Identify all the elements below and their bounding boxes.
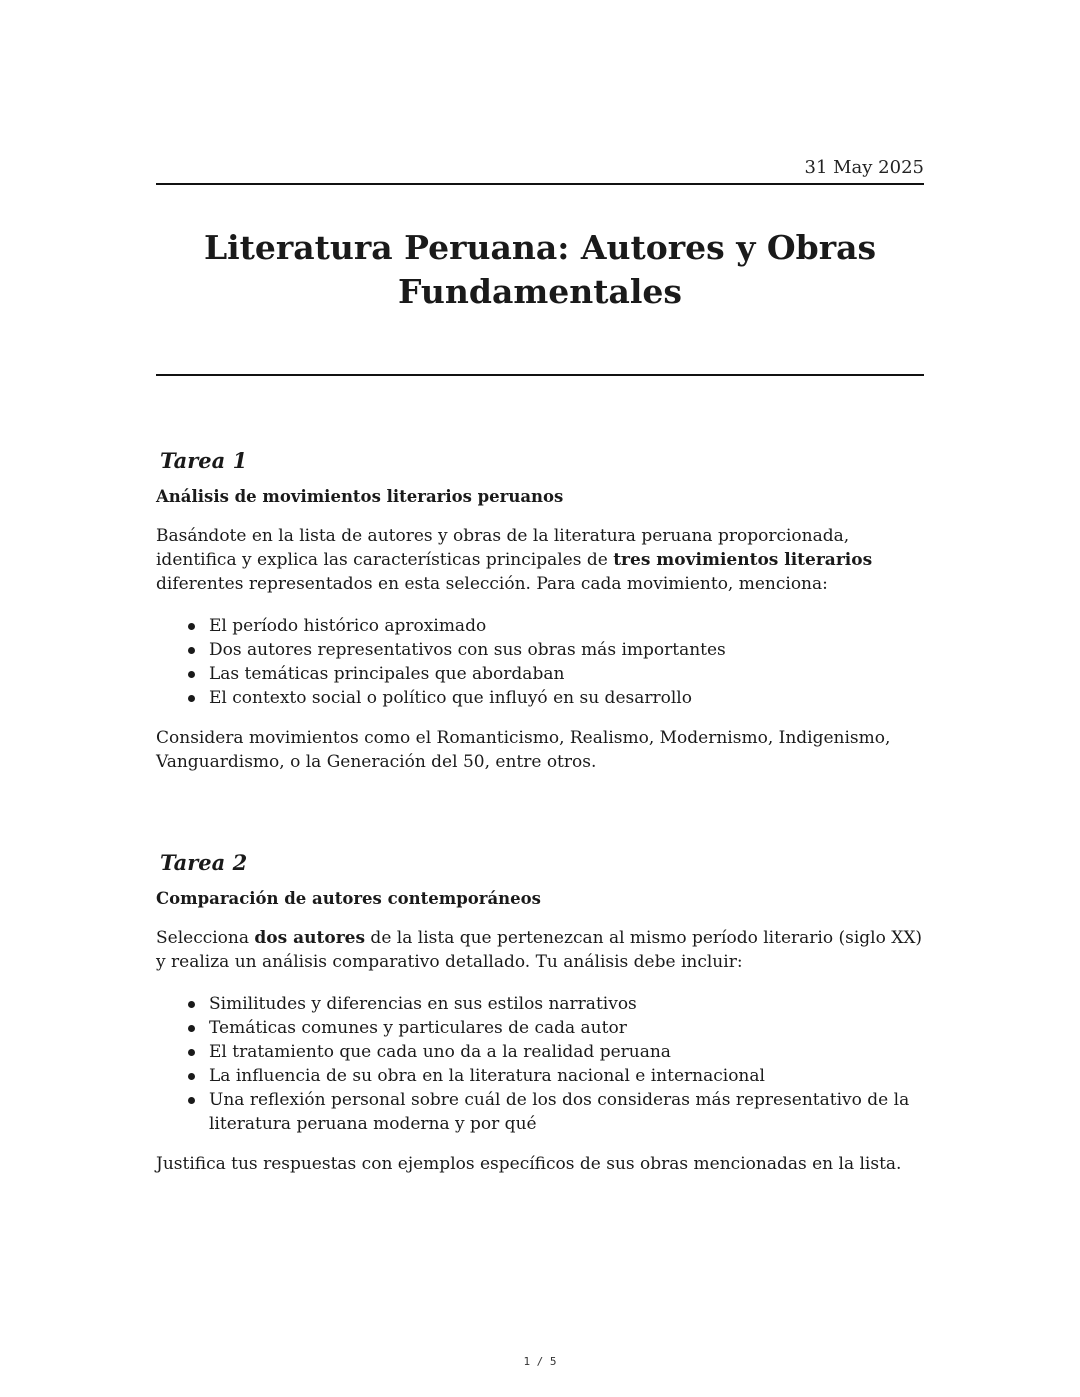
instructions-text: Basándote en la lista de autores y obras de la literatura peruana proporcionada, identifica y explica las características principales de bbox=[156, 526, 850, 570]
list-item bbox=[209, 1040, 924, 1064]
header-divider bbox=[156, 183, 924, 185]
list-item bbox=[209, 614, 924, 638]
list-item-text: Las temáticas principales que abordaban bbox=[209, 664, 565, 684]
bullet-icon bbox=[188, 623, 195, 630]
task-instructions bbox=[156, 926, 924, 974]
task-subtitle: Análisis de movimientos literarios peruanos bbox=[156, 487, 564, 506]
document-title: Literatura Peruana: Autores y Obras Fundamentales bbox=[203, 228, 877, 311]
bullet-icon bbox=[188, 1049, 195, 1056]
task-instructions bbox=[156, 524, 924, 596]
bullet-icon bbox=[188, 1025, 195, 1032]
task-bullet-list bbox=[156, 614, 924, 710]
list-item-text: Una reflexión personal sobre cuál de los dos consideras más representativo de la literatura peruana moderna y por qué bbox=[209, 1090, 910, 1134]
task-section-2 bbox=[156, 848, 924, 1176]
task-closing-note: Justifica tus respuestas con ejemplos específicos de sus obras mencionadas en la lista. bbox=[156, 1154, 902, 1174]
instructions-text: Selecciona bbox=[156, 928, 255, 948]
list-item bbox=[209, 662, 924, 686]
list-item bbox=[209, 1064, 924, 1088]
list-item-text: La influencia de su obra en la literatura nacional e internacional bbox=[209, 1066, 765, 1086]
list-item-text: El período histórico aproximado bbox=[209, 616, 487, 636]
list-item-text: Dos autores representativos con sus obras más importantes bbox=[209, 640, 726, 660]
task-subtitle: Comparación de autores contemporáneos bbox=[156, 889, 541, 908]
task-bullet-list bbox=[156, 992, 924, 1136]
title-divider bbox=[156, 374, 924, 376]
task-section-1 bbox=[156, 446, 924, 774]
list-item bbox=[209, 1088, 924, 1136]
bullet-icon bbox=[188, 1001, 195, 1008]
list-item-text: El contexto social o político que influyó en su desarrollo bbox=[209, 688, 692, 708]
instructions-emphasis: tres movimientos literarios bbox=[613, 550, 873, 570]
bullet-icon bbox=[188, 647, 195, 654]
list-item bbox=[209, 992, 924, 1016]
bullet-icon bbox=[188, 1073, 195, 1080]
list-item-text: El tratamiento que cada uno da a la realidad peruana bbox=[209, 1042, 671, 1062]
list-item-text: Temáticas comunes y particulares de cada autor bbox=[209, 1018, 627, 1038]
instructions-text: de la lista que pertenezcan al mismo período literario (siglo XX) y realiza un análisis comparativo detallado. Tu análisis debe incluir: bbox=[156, 928, 923, 972]
list-item bbox=[209, 686, 924, 710]
task-closing-note: Considera movimientos como el Romanticismo, Realismo, Modernismo, Indigenismo, Vanguardismo, o la Generación del 50, entre otros. bbox=[156, 728, 891, 772]
instructions-text: diferentes representados en esta selección. Para cada movimiento, menciona: bbox=[156, 574, 828, 594]
list-item bbox=[209, 1016, 924, 1040]
bullet-icon bbox=[188, 671, 195, 678]
task-heading: Tarea 1 bbox=[160, 448, 248, 473]
document-date: 31 May 2025 bbox=[804, 157, 924, 178]
instructions-emphasis: dos autores bbox=[254, 928, 366, 948]
list-item-text: Similitudes y diferencias en sus estilos narrativos bbox=[209, 994, 637, 1014]
task-heading: Tarea 2 bbox=[160, 850, 248, 875]
bullet-icon bbox=[188, 1097, 195, 1104]
list-item bbox=[209, 638, 924, 662]
page-indicator: 1 / 5 bbox=[523, 1355, 557, 1368]
bullet-icon bbox=[188, 695, 195, 702]
